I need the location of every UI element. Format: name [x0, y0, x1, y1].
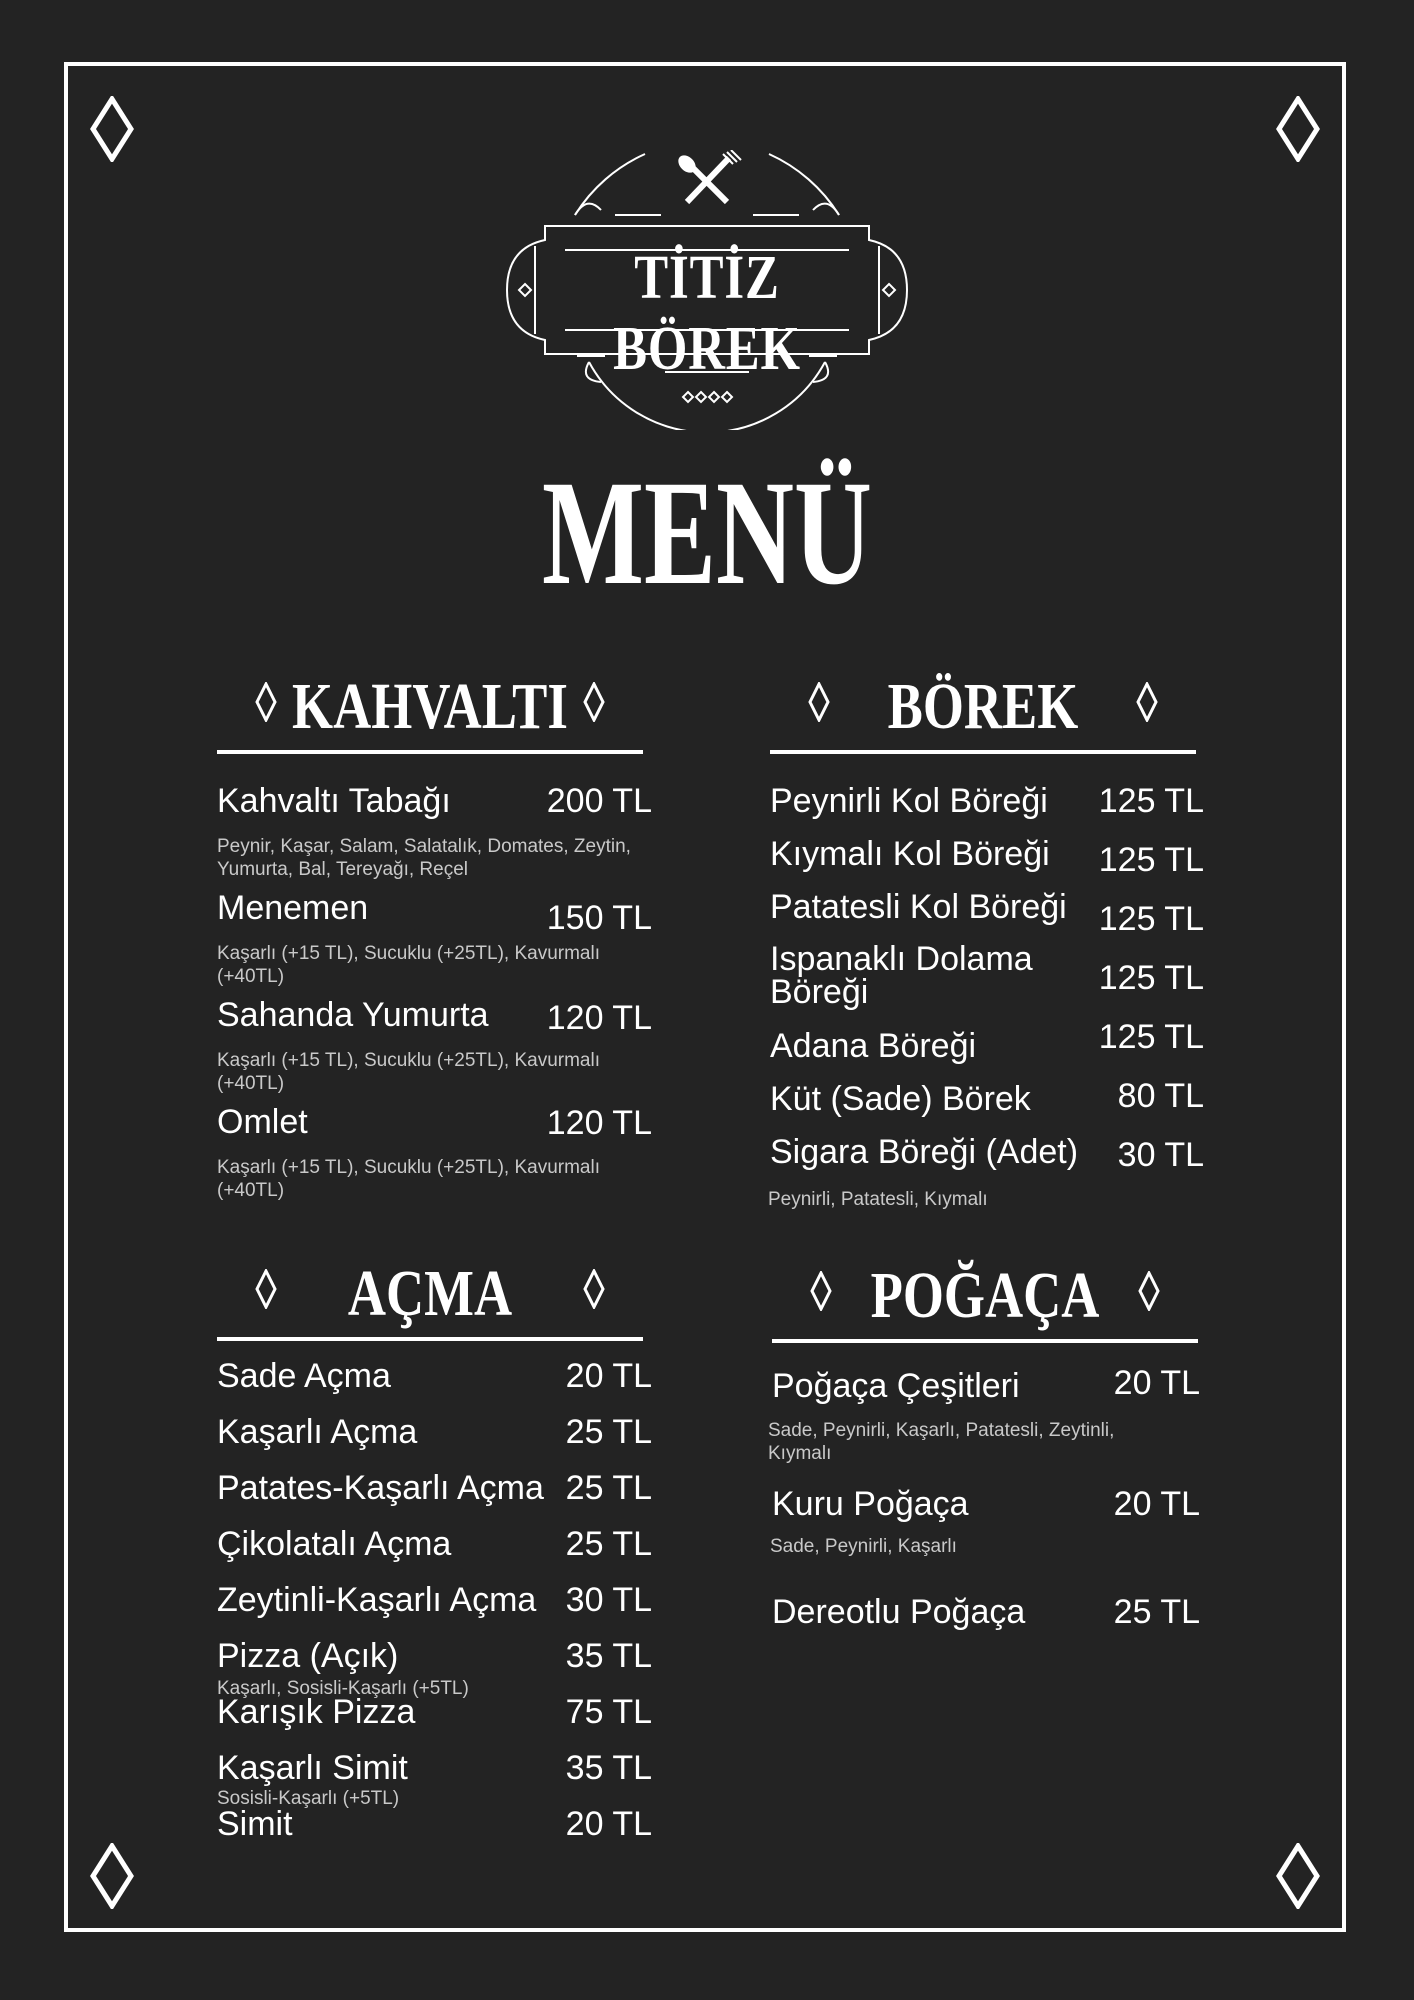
menu-item-name: Poğaça Çeşitleri — [772, 1367, 1020, 1405]
menu-item-description: Sosisli-Kaşarlı (+5TL) — [217, 1788, 400, 1809]
diamond-icon — [90, 1843, 134, 1909]
section-divider — [217, 1337, 643, 1341]
menu-item-description: Peynir, Kaşar, Salam, Salatalık, Domates, Zeytin, Yumurta, Bal, Tereyağı, Reçel — [217, 836, 631, 880]
section-divider — [217, 750, 643, 754]
menu-item-price: 35 TL — [565, 1749, 652, 1787]
menu-item-description: Sade, Peynirli, Kaşarlı — [770, 1536, 957, 1557]
menu-item-name: Sahanda Yumurta — [217, 996, 489, 1034]
menu-item-price: 125 TL — [1098, 1018, 1204, 1056]
brand-name: TİTİZ BÖREK — [613, 244, 801, 383]
menu-item-name: Menemen — [217, 889, 369, 927]
menu-item-price: 20 TL — [565, 1357, 652, 1395]
diamond-icon — [1138, 1271, 1160, 1311]
menu-item-name: Kıymalı Kol Böreği — [770, 835, 1050, 873]
menu-item-price: 125 TL — [1098, 900, 1204, 938]
menu-item-price: 20 TL — [1113, 1485, 1200, 1523]
menu-item-description: Kaşarlı (+15 TL), Sucuklu (+25TL), Kavurmalı (+40TL) — [217, 943, 600, 987]
menu-item-price: 20 TL — [565, 1805, 652, 1843]
diamond-icon — [1276, 96, 1320, 162]
page-title: MENÜ — [542, 450, 872, 616]
menu-item-name: Pizza (Açık) — [217, 1637, 399, 1675]
menu-item-name: Çikolatalı Açma — [217, 1525, 452, 1563]
section-header-kahvalti — [217, 668, 643, 758]
menu-item-price: 30 TL — [565, 1581, 652, 1619]
menu-item-name: Karışık Pizza — [217, 1693, 416, 1731]
menu-item-price: 80 TL — [1117, 1077, 1204, 1115]
menu-item-name: Zeytinli-Kaşarlı Açma — [217, 1581, 537, 1619]
section-title: KAHVALTI — [292, 670, 568, 743]
menu-item-description: Kaşarlı (+15 TL), Sucuklu (+25TL), Kavurmalı (+40TL) — [217, 1157, 600, 1201]
menu-item-name: Simit — [217, 1805, 293, 1843]
menu-item-description: Peynirli, Patatesli, Kıymalı — [768, 1189, 988, 1210]
diamond-icon — [1276, 1843, 1320, 1909]
section-header-pogaca — [772, 1257, 1198, 1347]
menu-item-price: 25 TL — [565, 1413, 652, 1451]
menu-item-name: Dereotlu Poğaça — [772, 1593, 1026, 1631]
menu-item-name: Ispanaklı Dolama Böreği — [770, 940, 1033, 1011]
menu-item-price: 150 TL — [546, 899, 652, 937]
menu-item-name: Küt (Sade) Börek — [770, 1080, 1031, 1118]
menu-item-price: 200 TL — [546, 782, 652, 820]
menu-item-name: Kuru Poğaça — [772, 1485, 969, 1523]
section-title: POĞAÇA — [870, 1259, 1100, 1332]
menu-item-price: 20 TL — [1113, 1364, 1200, 1402]
diamond-icon — [1136, 682, 1158, 722]
menu-item-name: Peynirli Kol Böreği — [770, 782, 1048, 820]
menu-item-name: Adana Böreği — [770, 1027, 977, 1065]
section-divider — [770, 750, 1196, 754]
section-divider — [772, 1339, 1198, 1343]
menu-item-name: Kaşarlı Açma — [217, 1413, 418, 1451]
section-header-borek — [770, 668, 1196, 758]
menu-item-name: Patates-Kaşarlı Açma — [217, 1469, 544, 1507]
menu-item-price: 125 TL — [1098, 782, 1204, 820]
menu-item-price: 120 TL — [546, 999, 652, 1037]
menu-item-name: Sade Açma — [217, 1357, 391, 1395]
menu-item-price: 35 TL — [565, 1637, 652, 1675]
menu-item-price: 125 TL — [1098, 959, 1204, 997]
section-title: AÇMA — [347, 1257, 513, 1330]
menu-item-name: Sigara Böreği (Adet) — [770, 1133, 1079, 1171]
menu-item-name: Kaşarlı Simit — [217, 1749, 408, 1787]
section-header-acma — [217, 1255, 643, 1345]
menu-item-price: 120 TL — [546, 1104, 652, 1142]
section-title: BÖREK — [887, 670, 1079, 743]
menu-item-price: 30 TL — [1117, 1136, 1204, 1174]
menu-item-price: 25 TL — [565, 1525, 652, 1563]
diamond-icon — [90, 96, 134, 162]
menu-item-price: 25 TL — [1113, 1593, 1200, 1631]
diamond-icon — [583, 1269, 605, 1309]
menu-item-name: Patatesli Kol Böreği — [770, 888, 1067, 926]
menu-item-name: Kahvaltı Tabağı — [217, 782, 451, 820]
menu-item-name: Omlet — [217, 1103, 308, 1141]
menu-item-description: Kaşarlı, Sosisli-Kaşarlı (+5TL) — [217, 1678, 469, 1699]
diamond-icon — [583, 682, 605, 722]
menu-item-description: Kaşarlı (+15 TL), Sucuklu (+25TL), Kavurmalı (+40TL) — [217, 1050, 600, 1094]
menu-item-price: 75 TL — [565, 1693, 652, 1731]
menu-item-description: Sade, Peynirli, Kaşarlı, Patatesli, Zeytinli, Kıymalı — [768, 1420, 1115, 1464]
menu-item-price: 25 TL — [565, 1469, 652, 1507]
menu-item-price: 125 TL — [1098, 841, 1204, 879]
